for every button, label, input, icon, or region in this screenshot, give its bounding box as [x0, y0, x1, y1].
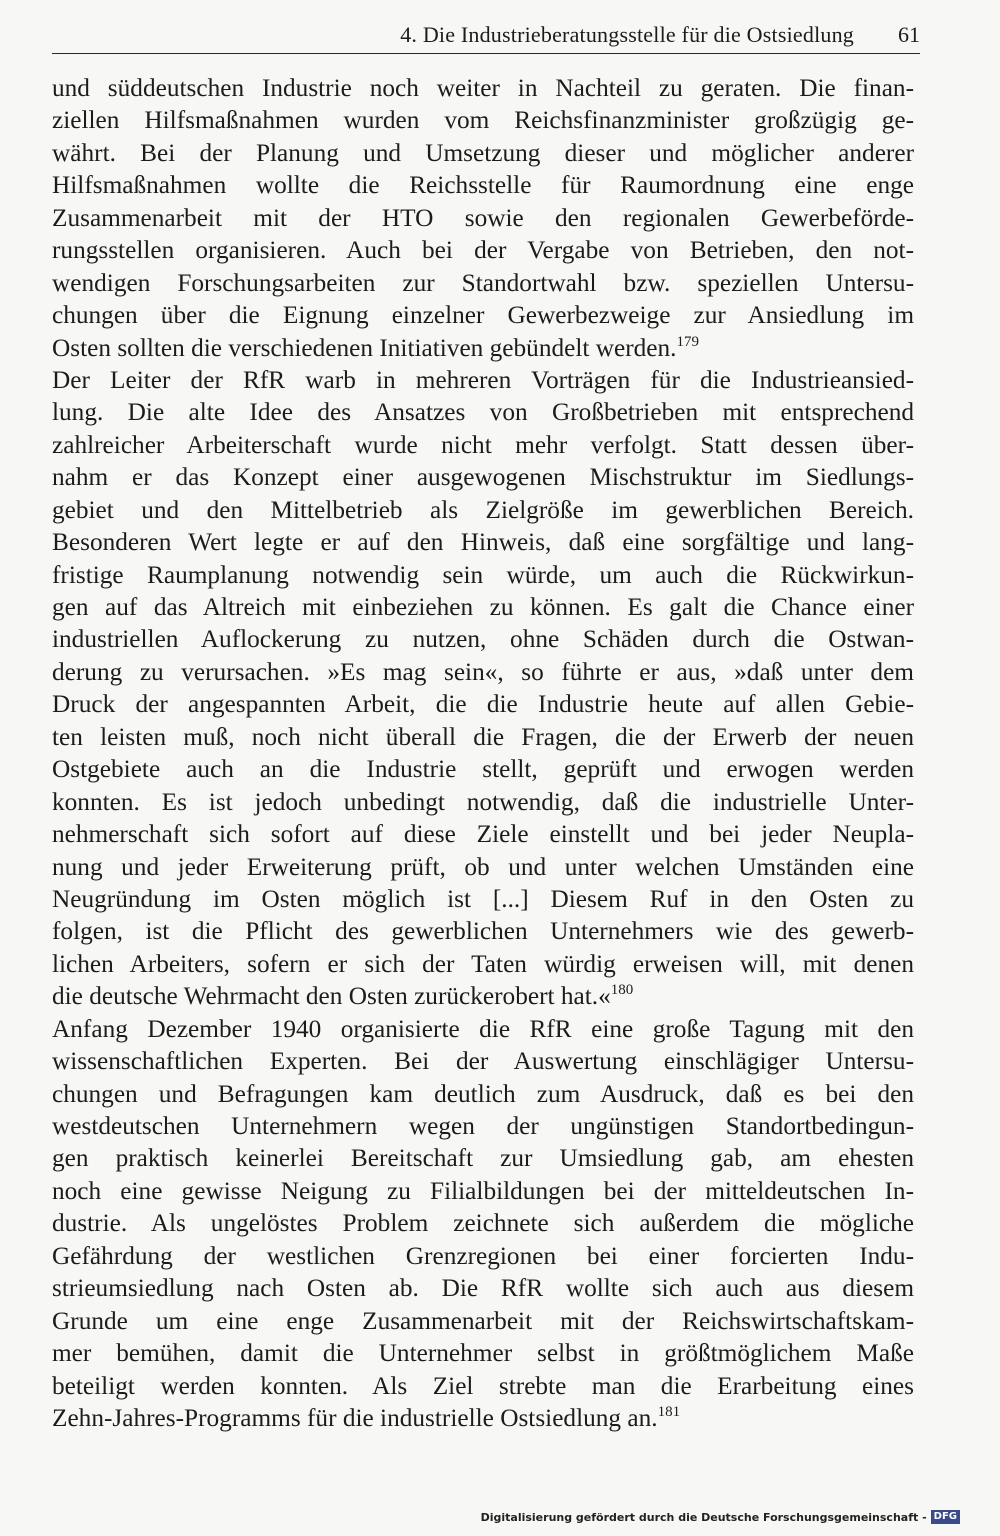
text-line [52, 1337, 914, 1369]
text-line [52, 948, 914, 980]
text-line [52, 267, 914, 299]
line-text: zahlreicher Arbeiterschaft wurde nicht mehr verfolgt. Statt dessen über- [52, 430, 914, 459]
line-text: nehmerschaft sich sofort auf diese Ziele einstellt und bei jeder Neupla- [52, 820, 914, 849]
line-text: Anfang Dezember 1940 organisierte die RfR eine große Tagung mit den [52, 1014, 914, 1043]
line-text: nahm er das Konzept einer ausgewogenen Mischstruktur im Siedlungs- [52, 463, 914, 492]
text-line [52, 526, 914, 558]
line-text: Der Leiter der RfR warb in mehreren Vorträgen für die Industrieansied- [52, 365, 914, 394]
header-rule [52, 53, 920, 54]
text-line [52, 1013, 914, 1045]
text-line [52, 1370, 914, 1402]
page-number: 61 [898, 22, 920, 47]
text-line [52, 851, 914, 883]
text-line [52, 883, 914, 915]
text-line [52, 72, 914, 104]
line-text: derung zu verursachen. »Es mag sein«, so führte er aus, »daß unter dem [52, 657, 914, 686]
text-line [52, 688, 914, 720]
line-text: fristige Raumplanung notwendig sein würde, um auch die Rückwirkun- [52, 560, 914, 589]
text-line [52, 234, 914, 266]
text-line [52, 494, 914, 526]
line-text: Besonderen Wert legte er auf den Hinweis, daß eine sorgfältige und lang- [52, 528, 914, 557]
line-text: chungen über die Eignung einzelner Gewerbezweige zur Ansiedlung im [52, 301, 914, 330]
line-text: gen praktisch keinerlei Bereitschaft zur Umsiedlung gab, am ehesten [52, 1144, 914, 1173]
footer-text: Digitalisierung gefördert durch die Deutsche Forschungsgemeinschaft - [480, 1510, 927, 1524]
line-text: nung und jeder Erweiterung prüft, ob und unter welchen Umständen eine [52, 852, 914, 881]
text-line [52, 1272, 914, 1304]
line-text: rungsstellen organisieren. Auch bei der Vergabe von Betrieben, den not- [52, 236, 914, 265]
text-line [52, 461, 914, 493]
text-line [52, 1142, 914, 1174]
text-line [52, 980, 914, 1012]
text-line [52, 818, 914, 850]
text-line [52, 299, 914, 331]
text-line [52, 623, 914, 655]
line-text: noch eine gewisse Neigung zu Filialbildungen bei der mitteldeutschen In- [52, 1176, 914, 1205]
line-text: Gefährdung der westlichen Grenzregionen bei einer forcierten Indu- [52, 1241, 914, 1270]
line-text: westdeutschen Unternehmern wegen der ungünstigen Standortbedingun- [52, 1112, 914, 1140]
line-text: lichen Arbeiters, sofern er sich der Taten würdig erweisen will, mit denen [52, 949, 914, 978]
text-line [52, 202, 914, 234]
line-text: Druck der angespannten Arbeit, die die Industrie heute auf allen Gebie- [52, 690, 914, 719]
line-text: und süddeutschen Industrie noch weiter in Nachteil zu geraten. Die finan- [52, 74, 914, 102]
line-text: Ostgebiete auch an die Industrie stellt, geprüft und erwogen werden [52, 755, 914, 784]
text-line [52, 396, 914, 428]
line-text: Osten sollten die verschiedenen Initiativen gebündelt werden. [52, 333, 677, 362]
line-text: industriellen Auflockerung zu nutzen, ohne Schäden durch die Ostwan- [52, 625, 914, 654]
text-line [52, 1207, 914, 1239]
line-text: gebiet und den Mittelbetrieb als Zielgröße im gewerblichen Bereich. [52, 495, 914, 524]
text-line [52, 1045, 914, 1077]
text-line [52, 1240, 914, 1272]
header-title: 4. Die Industrieberatungsstelle für die Ostsiedlung [400, 22, 854, 47]
text-line [52, 915, 914, 947]
footnote-ref: 179 [676, 333, 699, 350]
line-text: die deutsche Wehrmacht den Osten zurückerobert hat.« [52, 982, 611, 1011]
text-line [52, 1110, 914, 1142]
running-header [52, 18, 920, 54]
line-text: dustrie. Als ungelöstes Problem zeichnete sich außerdem die mögliche [52, 1209, 914, 1238]
line-text: wendigen Forschungsarbeiten zur Standortwahl bzw. speziellen Untersu- [52, 268, 914, 297]
line-text: folgen, ist die Pflicht des gewerblichen Unternehmers wie des gewerb- [52, 917, 914, 946]
text-line [52, 1305, 914, 1337]
line-text: strieumsiedlung nach Osten ab. Die RfR wollte sich auch aus diesem [52, 1274, 914, 1303]
footnote-ref: 180 [610, 982, 634, 999]
text-line [52, 332, 914, 364]
footer-credit [481, 1510, 960, 1524]
footnote-ref: 181 [657, 1403, 681, 1420]
line-text: konnten. Es ist jedoch unbedingt notwendig, daß die industrielle Unter- [52, 787, 914, 816]
line-text: ten leisten muß, noch nicht überall die Fragen, die der Erwerb der neuen [52, 722, 914, 751]
line-text: währt. Bei der Planung und Umsetzung dieser und möglicher anderer [52, 138, 914, 167]
text-line [52, 169, 914, 201]
body-text [52, 72, 914, 1434]
text-line [52, 1402, 914, 1434]
dfg-logo: DFG [931, 1510, 960, 1524]
text-line [52, 364, 914, 396]
line-text: Hilfsmaßnahmen wollte die Reichsstelle für Raumordnung eine enge [52, 171, 914, 200]
line-text: gen auf das Altreich mit einbeziehen zu können. Es galt die Chance einer [52, 593, 914, 621]
line-text: wissenschaftlichen Experten. Bei der Auswertung einschlägiger Untersu- [52, 1047, 914, 1076]
line-text: ziellen Hilfsmaßnahmen wurden vom Reichsfinanzminister großzügig ge- [52, 106, 914, 135]
line-text: Grunde um eine enge Zusammenarbeit mit der Reichswirtschaftskam- [52, 1306, 914, 1335]
text-line [52, 591, 914, 623]
text-line [52, 721, 914, 753]
text-line [52, 753, 914, 785]
text-line [52, 656, 914, 688]
text-line [52, 137, 914, 169]
line-text: Neugründung im Osten möglich ist [...] Diesem Ruf in den Osten zu [52, 884, 914, 913]
text-line [52, 1078, 914, 1110]
text-line [52, 429, 914, 461]
line-text: mer bemühen, damit die Unternehmer selbst in größtmöglichem Maße [52, 1339, 914, 1368]
text-line [52, 786, 914, 818]
line-text: Zusammenarbeit mit der HTO sowie den regionalen Gewerbeförde- [52, 203, 914, 232]
text-line [52, 1175, 914, 1207]
text-line [52, 104, 914, 136]
line-text: Zehn-Jahres-Programms für die industrielle Ostsiedlung an. [52, 1403, 658, 1432]
line-text: chungen und Befragungen kam deutlich zum Ausdruck, daß es bei den [52, 1079, 914, 1108]
line-text: lung. Die alte Idee des Ansatzes von Großbetrieben mit entsprechend [52, 398, 914, 427]
text-line [52, 559, 914, 591]
line-text: beteiligt werden konnten. Als Ziel strebte man die Erarbeitung eines [52, 1371, 914, 1400]
